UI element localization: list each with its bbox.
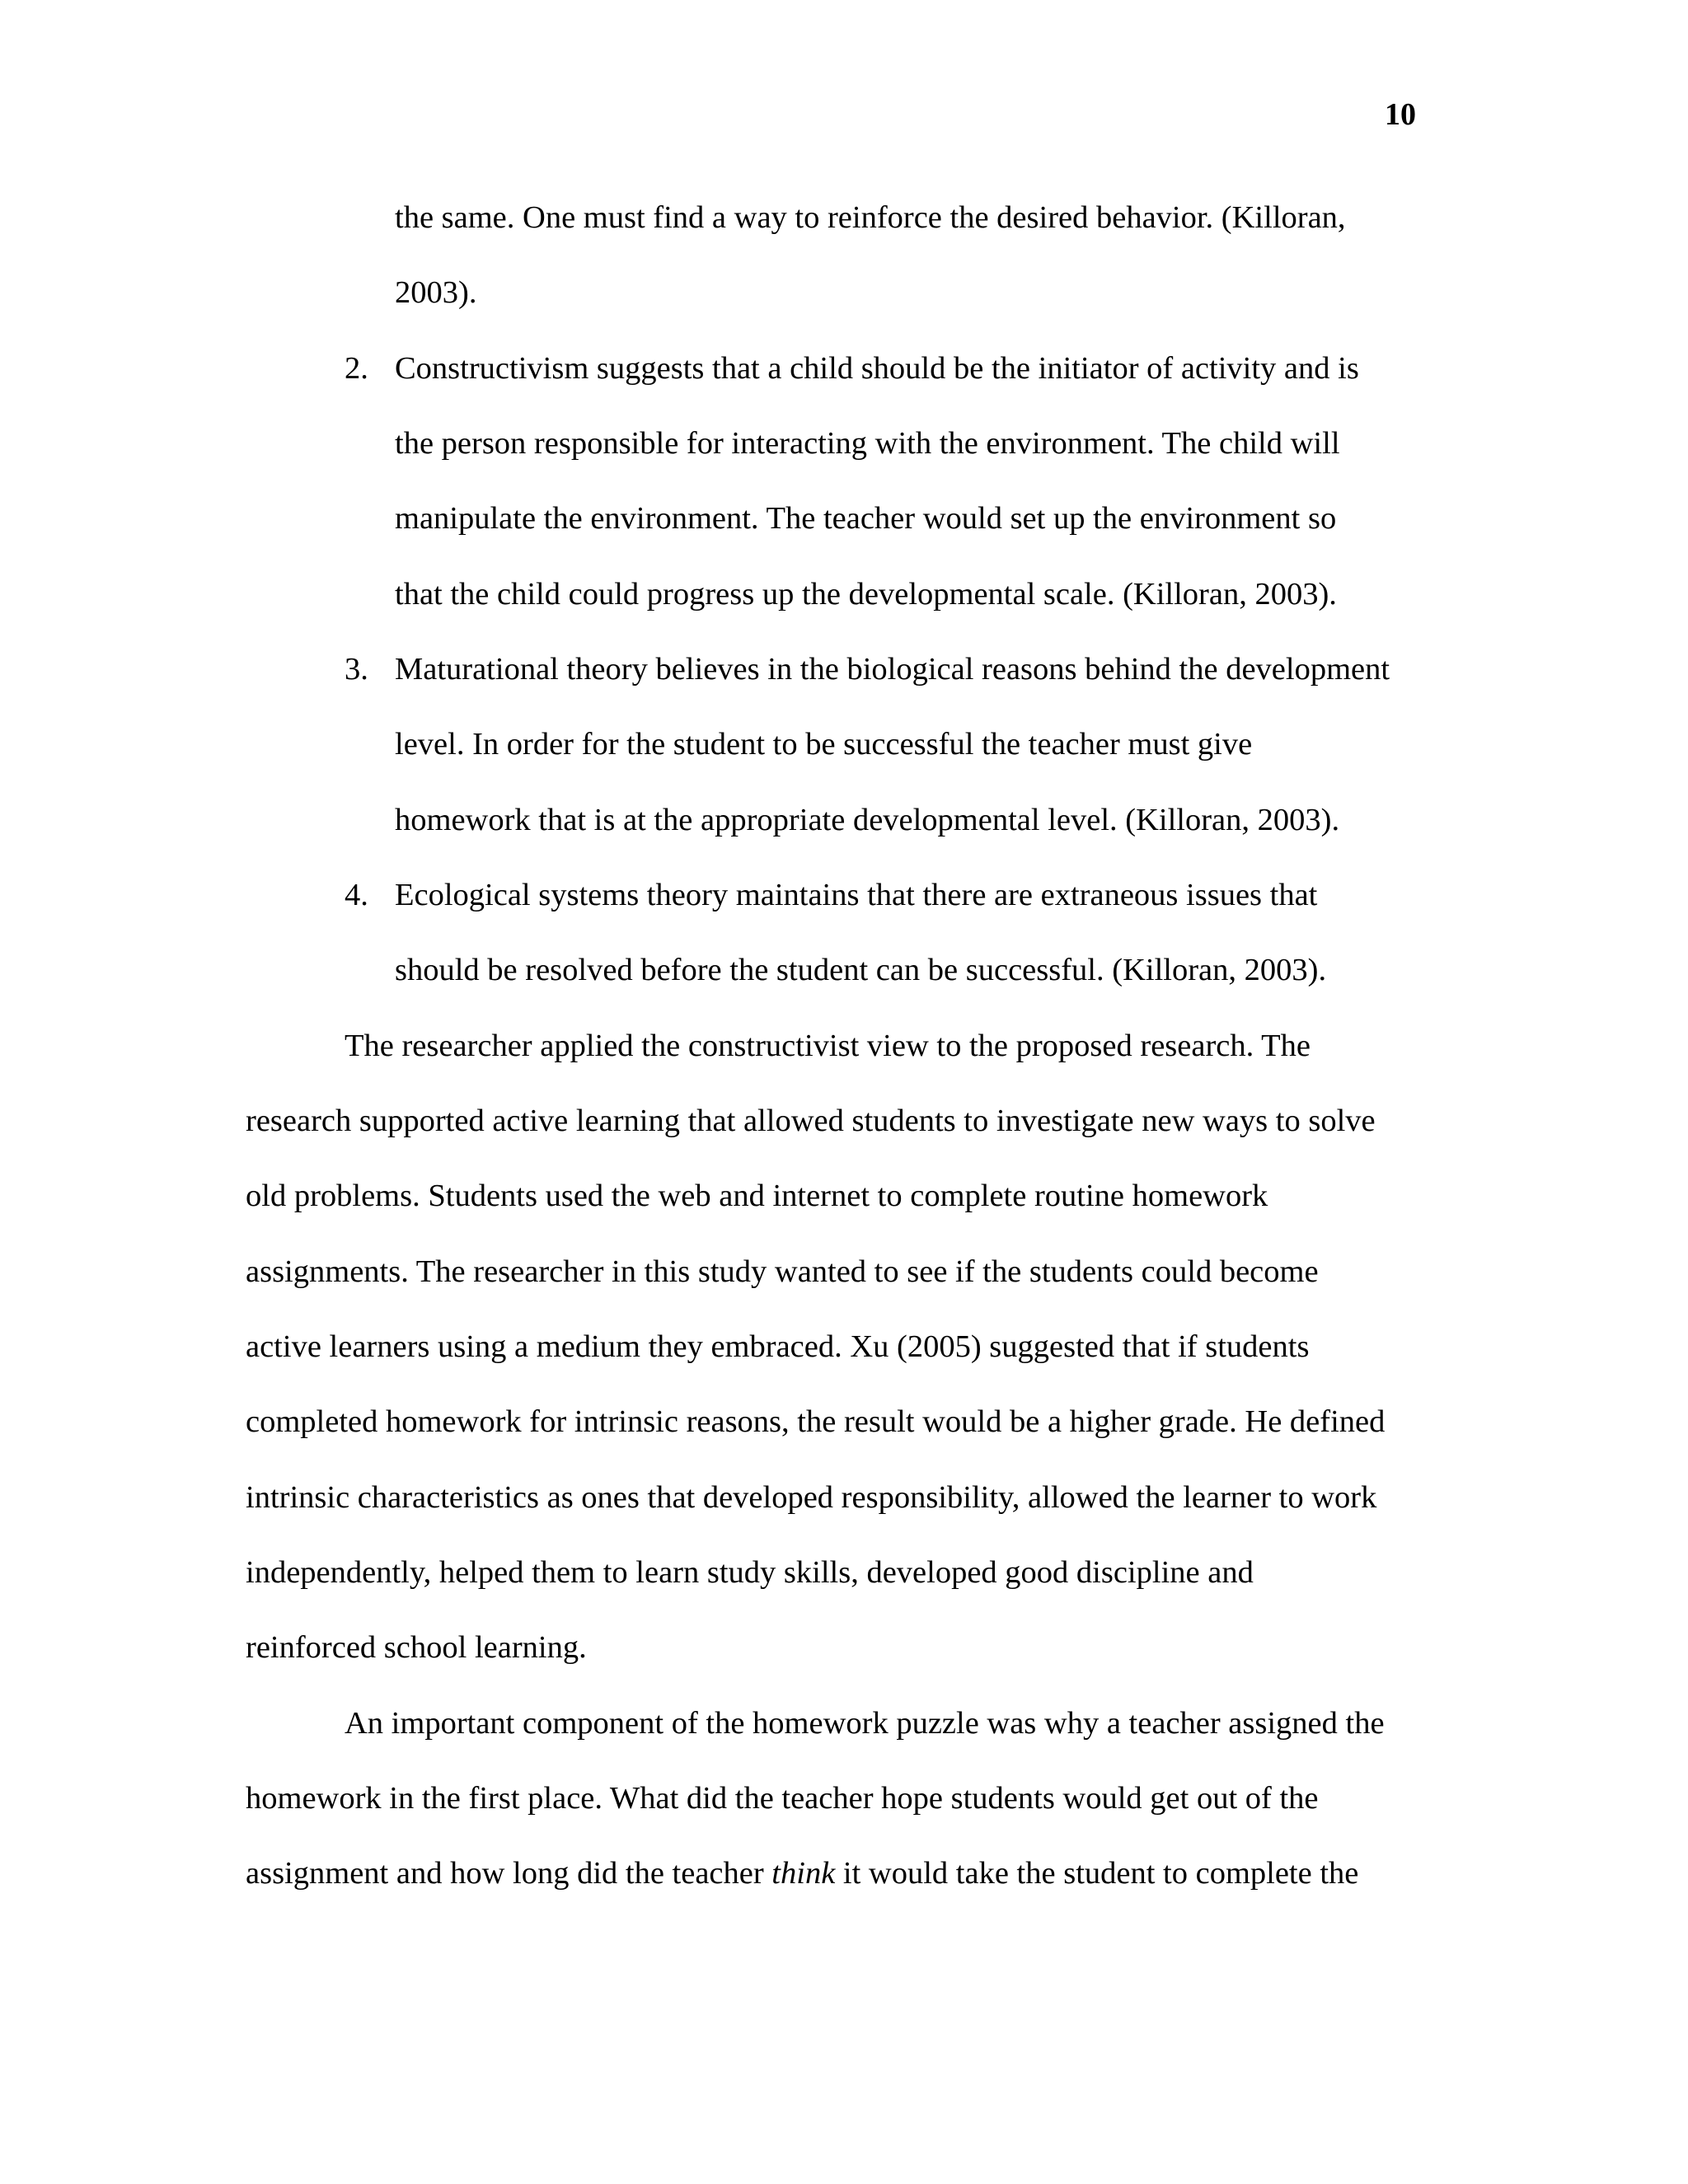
list-item-marker: 3. xyxy=(345,652,368,687)
paragraph-line: The researcher applied the constructivist view to the proposed research. The xyxy=(345,1029,1311,1063)
list-item-line: that the child could progress up the developmental scale. (Killoran, 2003). xyxy=(395,577,1337,612)
list-item-line: manipulate the environment. The teacher would set up the environment so xyxy=(395,501,1337,536)
paragraph-line: independently, helped them to learn study skills, developed good discipline and xyxy=(246,1555,1254,1590)
emphasized-word: think xyxy=(771,1856,836,1891)
list-item-line: Ecological systems theory maintains that there are extraneous issues that xyxy=(395,878,1318,912)
paragraph-line: homework in the first place. What did the teacher hope students would get out of the xyxy=(246,1781,1319,1816)
line-text-after: it would take the student to complete the xyxy=(835,1856,1359,1891)
list-item-line: level. In order for the student to be successful the teacher must give xyxy=(395,727,1253,762)
paragraph-line: research supported active learning that allowed students to investigate new ways to solve xyxy=(246,1104,1376,1138)
page-number: 10 xyxy=(1385,97,1416,132)
paragraph-line: old problems. Students used the web and internet to complete routine homework xyxy=(246,1179,1268,1213)
paragraph-line: intrinsic characteristics as ones that developed responsibility, allowed the learner to work xyxy=(246,1480,1377,1515)
paragraph-line: reinforced school learning. xyxy=(246,1630,587,1665)
paragraph-line: active learners using a medium they embraced. Xu (2005) suggested that if students xyxy=(246,1329,1310,1364)
list-item-line: the person responsible for interacting with the environment. The child will xyxy=(395,426,1340,461)
list-item-line: should be resolved before the student can be successful. (Killoran, 2003). xyxy=(395,953,1327,987)
list-continuation-line: the same. One must find a way to reinforce the desired behavior. (Killoran, xyxy=(395,200,1346,235)
line-text-before: assignment and how long did the teacher xyxy=(246,1856,772,1891)
list-continuation-line: 2003). xyxy=(395,275,477,310)
list-item-marker: 2. xyxy=(345,351,368,386)
paragraph-line: An important component of the homework puzzle was why a teacher assigned the xyxy=(345,1706,1385,1741)
list-item-line: homework that is at the appropriate developmental level. (Killoran, 2003). xyxy=(395,803,1340,837)
paragraph-line: assignments. The researcher in this study wanted to see if the students could become xyxy=(246,1254,1319,1289)
paragraph-line xyxy=(246,1858,1358,1890)
paragraph-line: completed homework for intrinsic reasons, the result would be a higher grade. He defined xyxy=(246,1404,1386,1439)
list-item-line: Constructivism suggests that a child should be the initiator of activity and is xyxy=(395,351,1359,386)
list-item-line: Maturational theory believes in the biological reasons behind the development xyxy=(395,652,1390,687)
list-item-marker: 4. xyxy=(345,878,368,912)
